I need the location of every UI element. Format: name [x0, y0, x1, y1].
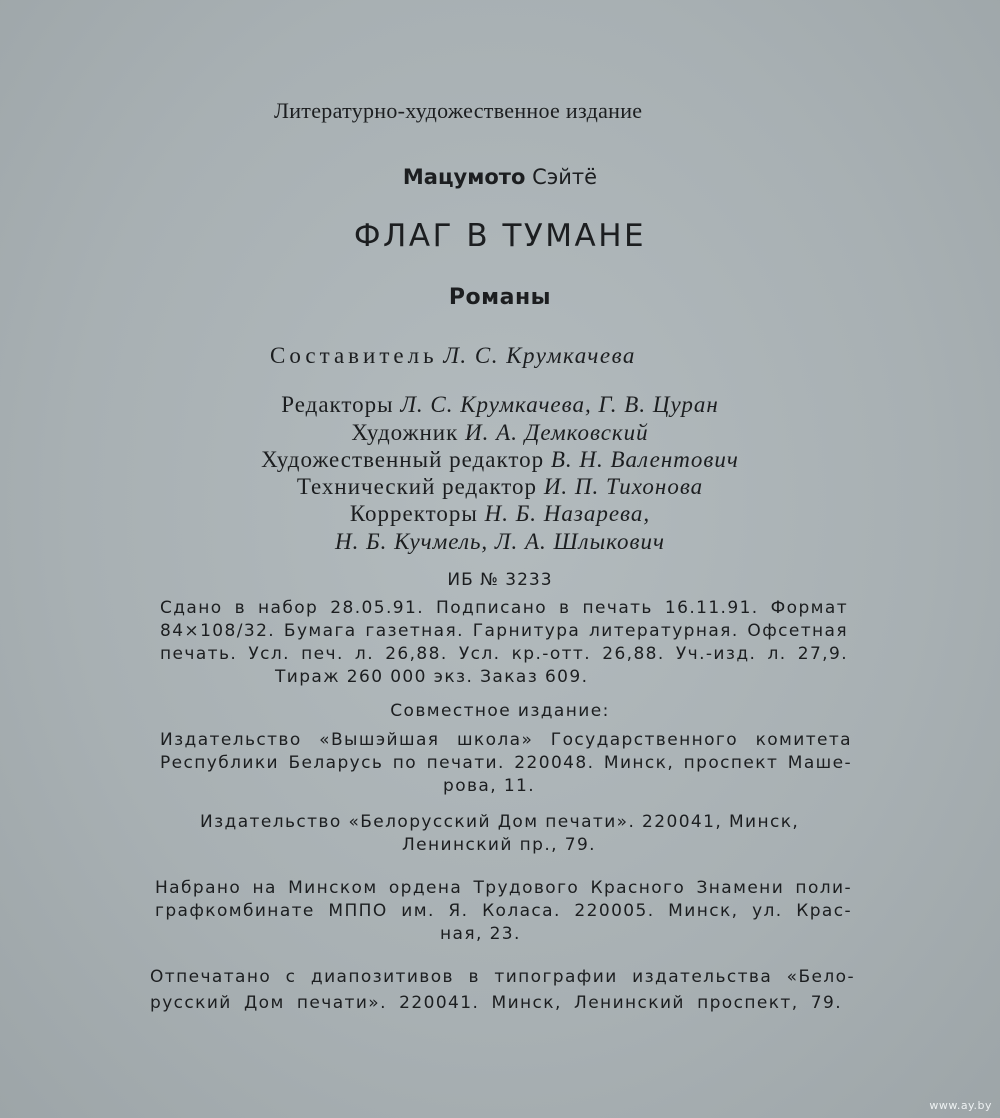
- credit-names: Л. С. Крумкачева, Г. В. Цуран: [400, 392, 719, 417]
- credit-role: Художественный редактор: [261, 447, 545, 472]
- publisher-line: Издательство «Белорусский Дом печати». 220041, Минск,: [200, 812, 800, 832]
- book-title: ФЛАГ В ТУМАНЕ: [353, 218, 647, 254]
- publisher-line: Издательство «Вышэйшая школа» Государственного комитета: [160, 730, 852, 750]
- author-family: Мацумото: [402, 165, 526, 189]
- compiler-role: Составитель: [270, 343, 438, 368]
- series-label: Литературно-художественное издание: [274, 98, 643, 123]
- credit-proofreaders: [0, 501, 1000, 527]
- credit-role: Технический редактор: [296, 474, 538, 499]
- joint-edition: Совместное издание:: [390, 701, 610, 721]
- typeset-line: ная, 23.: [440, 924, 521, 944]
- credit-tech-editor: [0, 474, 1000, 500]
- credit-editors: [0, 392, 1000, 418]
- imprint-line: Сдано в набор 28.05.91. Подписано в печать 16.11.91. Формат: [160, 598, 848, 618]
- publisher-line: Республики Беларусь по печати. 220048. Минск, проспект Маше-: [160, 753, 852, 773]
- credit-role: Редакторы: [281, 392, 394, 417]
- author-line: [0, 165, 1000, 189]
- typeset-line: графкомбинате МППО им. Я. Коласа. 220005. Минск, ул. Крас-: [155, 901, 852, 921]
- publisher-line: рова, 11.: [443, 776, 536, 796]
- credit-role: Корректоры: [349, 501, 478, 526]
- publisher-line: Ленинский пр., 79.: [402, 835, 596, 855]
- printed-line: Отпечатано с диапозитивов в типографии издательства «Бело-: [150, 967, 855, 987]
- credit-names: И. П. Тихонова: [543, 474, 704, 499]
- watermark: www.ay.by: [929, 1099, 992, 1112]
- credit-proofreaders-cont: [0, 529, 1000, 555]
- credit-names: Н. Б. Назарева,: [484, 501, 651, 526]
- credit-names: В. Н. Валентович: [550, 447, 739, 472]
- printed-line: русский Дом печати». 220041. Минск, Ленинский проспект, 79.: [150, 993, 842, 1013]
- ib-number: ИБ № 3233: [447, 570, 553, 590]
- typeset-line: Набрано на Минском ордена Трудового Красного Знамени поли-: [155, 878, 852, 898]
- compiler-name: Л. С. Крумкачева: [443, 343, 636, 368]
- credit-art-editor: [0, 447, 1000, 473]
- imprint-line: 84×108/32. Бумага газетная. Гарнитура литературная. Офсетная: [160, 621, 848, 641]
- credit-role: Художник: [351, 420, 459, 445]
- compiler-line: [270, 343, 636, 369]
- credit-names: И. А. Демковский: [465, 420, 649, 445]
- credit-names: Н. Б. Кучмель, Л. А. Шлыкович: [334, 529, 665, 554]
- imprint-line: Тираж 260 000 экз. Заказ 609.: [275, 667, 589, 687]
- imprint-line: печать. Усл. печ. л. 26,88. Усл. кр.-отт. 26,88. Уч.-изд. л. 27,9.: [160, 644, 848, 664]
- author-given: Сэйтё: [532, 165, 598, 189]
- credit-artist: [0, 420, 1000, 446]
- genre: Романы: [448, 285, 552, 310]
